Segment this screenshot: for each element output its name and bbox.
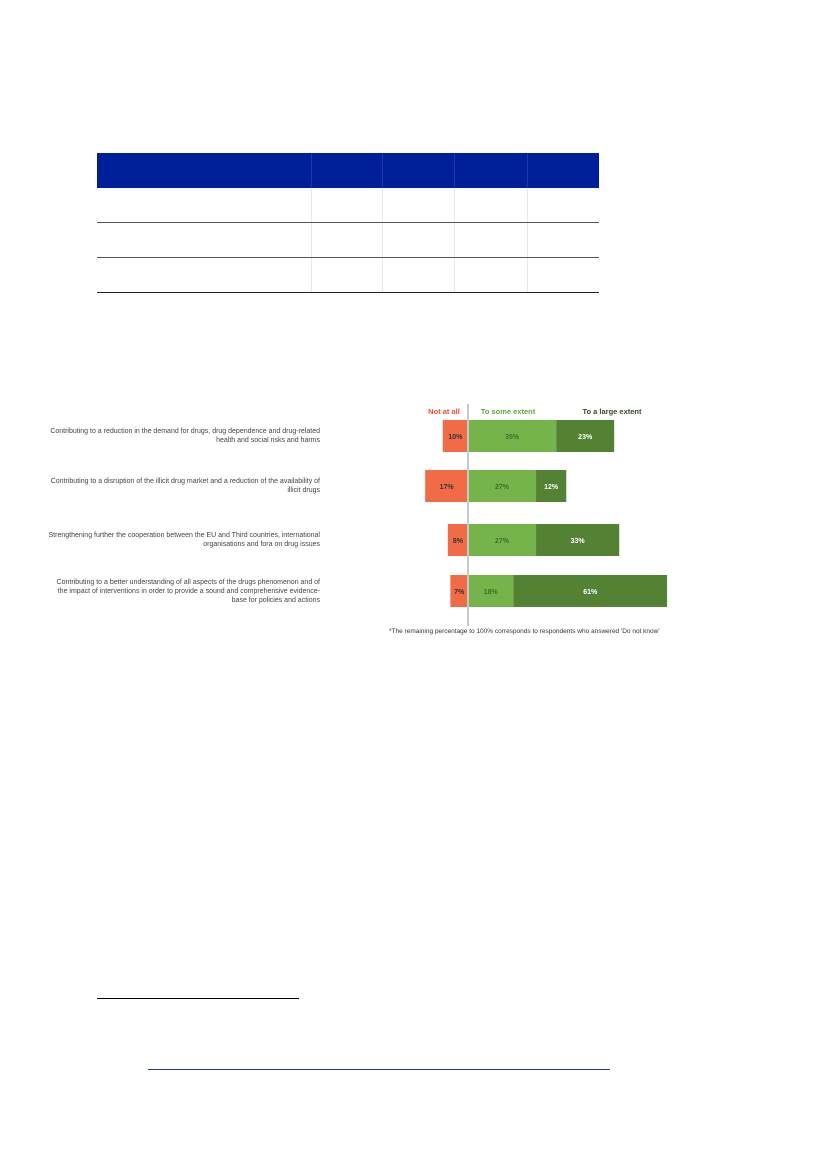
category-label: [10, 578, 320, 605]
category-label-line: health and social risks and harms: [216, 437, 320, 444]
table-header-cell: [382, 153, 454, 188]
table-header-cell: [455, 153, 527, 188]
table-row: [97, 258, 599, 293]
table-cell: [97, 223, 312, 258]
table-cell: [382, 188, 454, 223]
bar-label-not-at-all: 10%: [448, 434, 463, 441]
table-cell: [312, 223, 382, 258]
table-cell: [382, 223, 454, 258]
chart-note: *The remaining percentage to 100% corresponds to respondents who answered 'Do not know': [389, 628, 660, 635]
table-cell: [97, 258, 312, 293]
category-label: [10, 531, 320, 549]
category-label-line: the impact of interventions in order to provide a sound and comprehensive evidence-: [57, 587, 320, 595]
bar-label-to-some-extent: 35%: [505, 434, 520, 441]
table-cell: [527, 188, 599, 223]
bar-label-not-at-all: 7%: [454, 589, 465, 596]
bar-label-to-some-extent: 27%: [495, 538, 510, 545]
table-header-row: [97, 153, 599, 188]
bar-label-to-a-large-extent: 23%: [578, 434, 593, 441]
table-cell: [455, 188, 527, 223]
category-label-line: Contributing to a reduction in the demand for drugs, drug dependence and drug-related: [50, 428, 320, 435]
table-header-cell: [312, 153, 382, 188]
footnote-separator: [97, 998, 299, 999]
category-label-line: organisations and fora on drug issues: [203, 541, 320, 548]
table-header-cell: [527, 153, 599, 188]
bar-label-not-at-all: 17%: [439, 484, 454, 491]
table-cell: [382, 258, 454, 293]
table-cell: [312, 188, 382, 223]
category-label: [10, 427, 320, 445]
footnote-link-underline: [148, 1069, 610, 1070]
bar-label-not-at-all: 8%: [452, 538, 463, 545]
table-cell: [527, 258, 599, 293]
bar-label-to-a-large-extent: 33%: [570, 538, 585, 545]
table-cell: [312, 258, 382, 293]
legend-not-at-all: Not at all: [428, 407, 460, 416]
bar-label-to-some-extent: 27%: [495, 484, 510, 491]
table-cell: [527, 223, 599, 258]
category-label-line: Contributing to a disruption of the illicit drug market and a reduction of the availability of: [50, 478, 320, 485]
table-row: [97, 223, 599, 258]
diverging-bar-chart: [48, 400, 730, 650]
category-label-line: illicit drugs: [287, 487, 320, 494]
category-label-line: Contributing to a better understanding of all aspects of the drugs phenomenon and of: [56, 578, 320, 586]
bar-label-to-a-large-extent: 12%: [544, 484, 559, 491]
table-cell: [455, 258, 527, 293]
table-cell: [455, 223, 527, 258]
legend-to-a-large-extent: To a large extent: [582, 407, 642, 416]
table-header-cell: [97, 153, 312, 188]
bar-label-to-some-extent: 18%: [483, 589, 498, 596]
table-cell: [97, 188, 312, 223]
category-label-line: Strengthening further the cooperation between the EU and Third countries, international: [48, 532, 320, 539]
bar-label-to-a-large-extent: 61%: [583, 589, 598, 596]
category-label: [10, 477, 320, 495]
summary-table: [97, 153, 599, 293]
legend-to-some-extent: To some extent: [480, 407, 536, 416]
table-row: [97, 188, 599, 223]
category-label-line: base for policies and actions: [231, 596, 320, 604]
